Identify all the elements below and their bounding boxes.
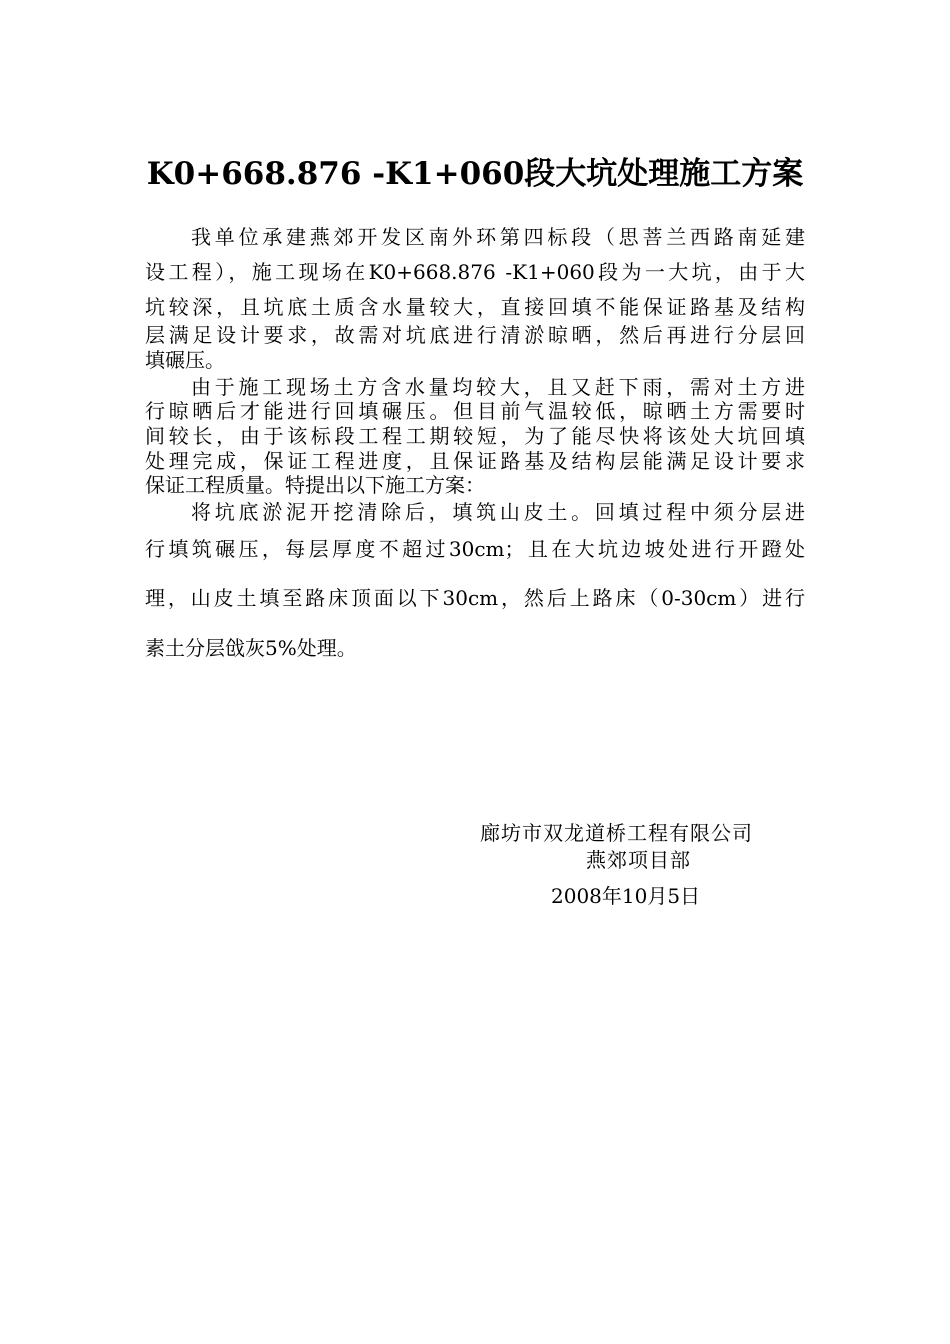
signature-company: 廊坊市双龙道桥工程有限公司: [480, 821, 753, 845]
paragraph-3-line-4: 素土分层戗灰5%处理。: [145, 636, 357, 660]
paragraph-1-line-4: 层满足设计要求，故需对坑底进行清淤晾晒，然后再进行分层回: [145, 323, 805, 347]
paragraph-3-line-2: 行填筑碾压，每层厚度不超过30cm；且在大坑边坡处进行开蹬处: [145, 537, 805, 561]
paragraph-1-line-5: 填碾压。: [145, 348, 225, 372]
paragraph-2-line-2: 行晾晒后才能进行回填碾压。但目前气温较低，晾晒土方需要时: [145, 399, 805, 423]
paragraph-1-line-2: 设工程），施工现场在K0+668.876 -K1+060段为一大坑，由于大: [145, 260, 805, 284]
paragraph-2-line-5: 保证工程质量。特提出以下施工方案：: [145, 473, 485, 497]
paragraph-2-line-3: 间较长，由于该标段工程工期较短，为了能尽快将该处大坑回填: [145, 424, 805, 448]
document-title: K0+668.876 -K1+060段大坑处理施工方案: [146, 156, 804, 192]
paragraph-1-line-3: 坑较深，且坑底土质含水量较大，直接回填不能保证路基及结构: [145, 295, 805, 319]
paragraph-3-line-1: 将坑底淤泥开挖清除后，填筑山皮土。回填过程中须分层进: [191, 500, 805, 524]
signature-department: 燕郊项目部: [586, 848, 691, 872]
paragraph-2-line-4: 处理完成，保证工程进度，且保证路基及结构层能满足设计要求: [145, 449, 805, 473]
paragraph-1-line-1: 我单位承建燕郊开发区南外环第四标段（思菩兰西路南延建: [191, 225, 805, 249]
paragraph-3-line-3: 理，山皮土填至路床顶面以下30cm，然后上路床（0-30cm）进行: [145, 586, 805, 610]
paragraph-2-line-1: 由于施工现场土方含水量均较大，且又赶下雨，需对土方进: [191, 375, 805, 399]
signature-date: 2008年10月5日: [551, 884, 701, 908]
